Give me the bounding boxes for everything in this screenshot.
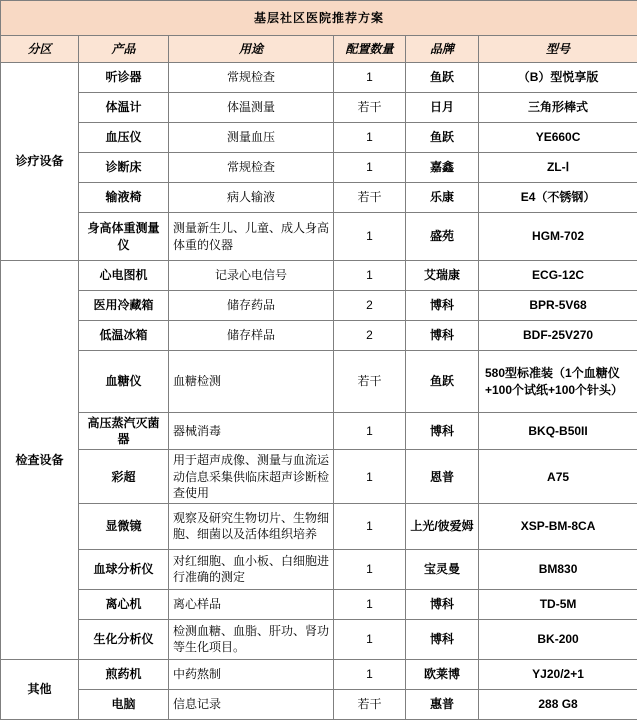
cell-quantity: 1	[334, 589, 406, 619]
cell-usage: 常规检查	[169, 63, 334, 93]
cell-usage: 病人输液	[169, 183, 334, 213]
cell-model: A75	[479, 450, 637, 504]
cell-model: 288 G8	[479, 689, 637, 719]
column-header-quantity: 配置数量	[334, 36, 406, 63]
cell-usage: 记录心电信号	[169, 261, 334, 291]
cell-quantity: 1	[334, 503, 406, 549]
cell-usage: 血糖检测	[169, 351, 334, 413]
cell-quantity: 若干	[334, 93, 406, 123]
table-row	[1, 123, 637, 153]
table-row	[1, 549, 637, 589]
cell-quantity: 若干	[334, 689, 406, 719]
table-row	[1, 63, 637, 93]
cell-usage: 储存药品	[169, 291, 334, 321]
table-row	[1, 93, 637, 123]
cell-brand: 恩普	[406, 450, 479, 504]
table-body	[1, 1, 637, 720]
cell-quantity: 1	[334, 549, 406, 589]
cell-model: ECG-12C	[479, 261, 637, 291]
table-row	[1, 503, 637, 549]
cell-quantity: 1	[334, 63, 406, 93]
header-row	[1, 36, 637, 63]
cell-product: 血压仪	[79, 123, 169, 153]
cell-usage: 储存样品	[169, 321, 334, 351]
cell-quantity: 1	[334, 153, 406, 183]
cell-brand: 博科	[406, 619, 479, 659]
cell-product: 体温计	[79, 93, 169, 123]
cell-model: XSP-BM-8CA	[479, 503, 637, 549]
cell-model: 580型标准装（1个血糖仪+100个试纸+100个针头）	[479, 351, 637, 413]
table-row	[1, 261, 637, 291]
cell-product: 血糖仪	[79, 351, 169, 413]
cell-quantity: 1	[334, 450, 406, 504]
cell-model: E4（不锈钢）	[479, 183, 637, 213]
cell-model: BM830	[479, 549, 637, 589]
cell-product: 生化分析仪	[79, 619, 169, 659]
cell-product: 心电图机	[79, 261, 169, 291]
cell-quantity: 1	[334, 123, 406, 153]
cell-usage: 体温测量	[169, 93, 334, 123]
column-header-usage: 用途	[169, 36, 334, 63]
cell-usage: 测量血压	[169, 123, 334, 153]
cell-model: 三角形棒式	[479, 93, 637, 123]
cell-product: 医用冷藏箱	[79, 291, 169, 321]
table-row	[1, 689, 637, 719]
cell-model: BDF-25V270	[479, 321, 637, 351]
column-header-zone: 分区	[1, 36, 79, 63]
cell-model: TD-5M	[479, 589, 637, 619]
cell-model: YJ20/2+1	[479, 659, 637, 689]
cell-product: 血球分析仪	[79, 549, 169, 589]
table-row	[1, 413, 637, 450]
cell-quantity: 2	[334, 291, 406, 321]
cell-usage: 中药熬制	[169, 659, 334, 689]
cell-model: HGM-702	[479, 213, 637, 261]
cell-usage: 观察及研究生物切片、生物细胞、细菌以及活体组织培养	[169, 503, 334, 549]
cell-product: 低温冰箱	[79, 321, 169, 351]
cell-brand: 博科	[406, 589, 479, 619]
cell-product: 输液椅	[79, 183, 169, 213]
cell-brand: 日月	[406, 93, 479, 123]
table-row	[1, 183, 637, 213]
cell-brand: 艾瑞康	[406, 261, 479, 291]
cell-quantity: 1	[334, 213, 406, 261]
cell-brand: 盛苑	[406, 213, 479, 261]
cell-brand: 鱼跃	[406, 123, 479, 153]
cell-product: 电脑	[79, 689, 169, 719]
column-header-model: 型号	[479, 36, 637, 63]
cell-quantity: 1	[334, 261, 406, 291]
column-header-product: 产品	[79, 36, 169, 63]
cell-model: BK-200	[479, 619, 637, 659]
cell-brand: 乐康	[406, 183, 479, 213]
cell-brand: 鱼跃	[406, 351, 479, 413]
group-cell: 检查设备	[1, 261, 79, 660]
cell-usage: 测量新生儿、儿童、成人身高体重的仪器	[169, 213, 334, 261]
title-row	[1, 1, 637, 36]
table-row	[1, 213, 637, 261]
cell-quantity: 若干	[334, 183, 406, 213]
cell-brand: 博科	[406, 413, 479, 450]
cell-brand: 宝灵曼	[406, 549, 479, 589]
cell-usage: 常规检查	[169, 153, 334, 183]
cell-model: （B）型悦享版	[479, 63, 637, 93]
cell-usage: 离心样品	[169, 589, 334, 619]
group-cell: 其他	[1, 659, 79, 719]
cell-quantity: 若干	[334, 351, 406, 413]
cell-quantity: 2	[334, 321, 406, 351]
cell-model: BKQ-B50II	[479, 413, 637, 450]
table-row	[1, 589, 637, 619]
cell-brand: 欧莱博	[406, 659, 479, 689]
cell-brand: 上光/彼爱姆	[406, 503, 479, 549]
cell-brand: 惠普	[406, 689, 479, 719]
table-row	[1, 321, 637, 351]
cell-usage: 对红细胞、血小板、白细胞进行准确的测定	[169, 549, 334, 589]
cell-usage: 用于超声成像、测量与血流运动信息采集供临床超声诊断检查使用	[169, 450, 334, 504]
cell-product: 煎药机	[79, 659, 169, 689]
cell-model: ZL-Ⅰ	[479, 153, 637, 183]
cell-quantity: 1	[334, 413, 406, 450]
group-cell: 诊疗设备	[1, 63, 79, 261]
cell-product: 离心机	[79, 589, 169, 619]
column-header-brand: 品牌	[406, 36, 479, 63]
cell-brand: 嘉鑫	[406, 153, 479, 183]
cell-usage: 器械消毒	[169, 413, 334, 450]
cell-quantity: 1	[334, 619, 406, 659]
cell-product: 显微镜	[79, 503, 169, 549]
cell-usage: 信息记录	[169, 689, 334, 719]
cell-model: BPR-5V68	[479, 291, 637, 321]
table-row	[1, 351, 637, 413]
cell-brand: 鱼跃	[406, 63, 479, 93]
table-row	[1, 659, 637, 689]
page-title: 基层社区医院推荐方案	[1, 1, 637, 36]
table-row	[1, 153, 637, 183]
table-row	[1, 619, 637, 659]
cell-model: YE660C	[479, 123, 637, 153]
cell-brand: 博科	[406, 291, 479, 321]
cell-product: 彩超	[79, 450, 169, 504]
cell-brand: 博科	[406, 321, 479, 351]
cell-product: 听诊器	[79, 63, 169, 93]
cell-product: 诊断床	[79, 153, 169, 183]
cell-product: 身高体重测量仪	[79, 213, 169, 261]
cell-product: 高压蒸汽灭菌器	[79, 413, 169, 450]
cell-usage: 检测血糖、血脂、肝功、肾功等生化项目。	[169, 619, 334, 659]
table-row	[1, 450, 637, 504]
table-row	[1, 291, 637, 321]
cell-quantity: 1	[334, 659, 406, 689]
